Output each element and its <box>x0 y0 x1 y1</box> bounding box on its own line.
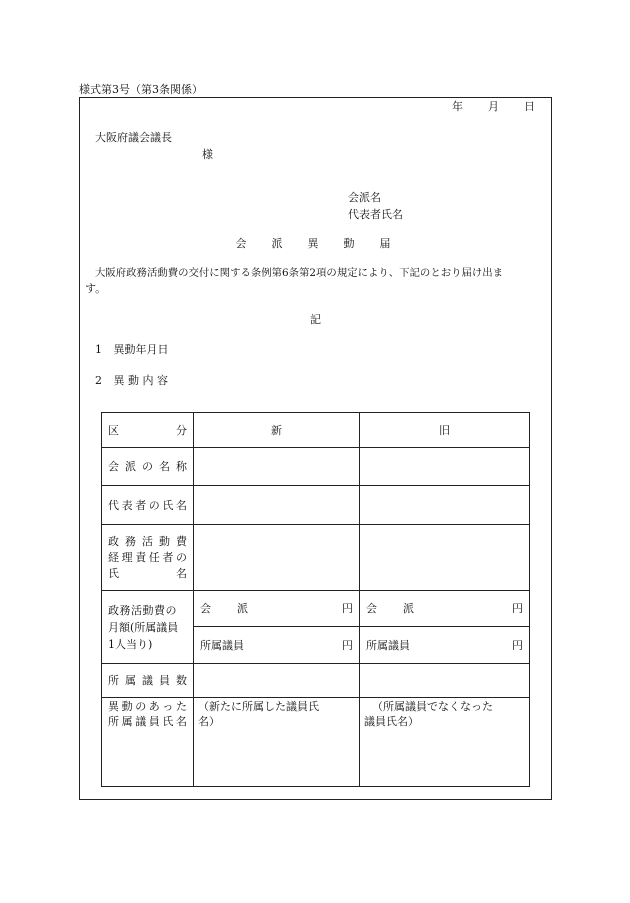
yen-unit: 円 <box>342 638 353 652</box>
old-members-note: （所属議員でなくなった <box>372 700 493 713</box>
kaiha-label <box>200 601 248 616</box>
monthly-member-old-cell[interactable] <box>360 627 530 664</box>
label-char: 名 <box>159 460 170 473</box>
monthly-party-old-cell[interactable] <box>360 591 530 627</box>
title-char: 異 <box>307 237 319 250</box>
label-char: 会 <box>200 602 211 615</box>
kaiha-label <box>366 601 414 616</box>
monthly-party-new-cell[interactable] <box>194 591 360 627</box>
party-name-new-cell[interactable] <box>194 448 360 486</box>
label-char: 理 <box>121 550 133 564</box>
label-char: 氏 <box>162 498 174 512</box>
table-header-row <box>102 413 530 448</box>
label-line: 月額(所属議員 <box>108 620 179 634</box>
document-title <box>223 235 403 251</box>
label-char: 表 <box>121 498 133 512</box>
rep-name-new-cell[interactable] <box>194 486 360 525</box>
label-char: 者 <box>162 550 174 564</box>
label-char: 員 <box>159 674 170 687</box>
old-members-cell[interactable] <box>360 698 530 787</box>
table-row <box>102 525 530 591</box>
label-char: 派 <box>403 602 414 615</box>
label-char: 属 <box>125 674 136 687</box>
label-char: 動 <box>159 534 170 548</box>
label-char: っ <box>162 700 174 713</box>
party-name-label: 会派名 <box>348 191 381 204</box>
table-row <box>102 664 530 698</box>
label-char: 会 <box>366 602 377 615</box>
label-char: 務 <box>125 534 136 548</box>
label-char: 称 <box>176 460 187 473</box>
yen-unit: 円 <box>512 638 523 652</box>
title-char: 会 <box>235 237 247 250</box>
date-day: 日 <box>524 100 535 113</box>
item-2 <box>95 372 168 388</box>
label-char: 名 <box>175 498 187 512</box>
new-members-note: 名） <box>198 715 220 728</box>
accountant-new-cell[interactable] <box>194 525 360 591</box>
ki-heading: 記 <box>310 313 321 326</box>
item-2-number: 2 <box>95 374 102 387</box>
label-char: 員 <box>148 715 160 728</box>
label-char: の <box>175 550 187 564</box>
label-char: あ <box>148 700 160 713</box>
label-line: 1人当り) <box>108 637 153 651</box>
body-line-1: 大阪府政務活動費の交付に関する条例第6条第2項の規定により、下記のとおり届け出ま <box>95 267 504 279</box>
change-table <box>101 412 530 787</box>
monthly-member-new-cell[interactable] <box>194 627 360 664</box>
title-char: 動 <box>343 237 355 250</box>
label-char: 議 <box>142 674 153 687</box>
row-label-accountant <box>102 525 194 591</box>
label-char: 動 <box>121 700 133 713</box>
member-label: 所属議員 <box>366 638 410 652</box>
label-char: 氏 <box>162 715 174 728</box>
label-line: 政務活動費の <box>108 603 177 617</box>
member-count-old-cell[interactable] <box>360 664 530 698</box>
member-count-new-cell[interactable] <box>194 664 360 698</box>
label-char: 代 <box>108 498 119 512</box>
label-char: の <box>142 460 153 473</box>
row-label-changed-members <box>102 698 194 787</box>
item-1 <box>95 341 169 357</box>
label-char: 責 <box>135 550 147 564</box>
date-year: 年 <box>452 100 463 113</box>
accountant-old-cell[interactable] <box>360 525 530 591</box>
old-members-note: 議員氏名） <box>364 715 419 728</box>
row-label-rep-name <box>102 486 194 525</box>
header-old: 旧 <box>360 413 530 448</box>
member-label: 所属議員 <box>200 638 244 652</box>
label-char: 費 <box>176 534 187 548</box>
label-char: の <box>135 700 147 713</box>
header-new: 新 <box>194 413 360 448</box>
label-char: 議 <box>135 715 147 728</box>
label-char: 派 <box>125 460 136 473</box>
representative-label: 代表者氏名 <box>348 208 403 221</box>
label-char: 会 <box>108 460 119 473</box>
header-category-a: 区 <box>108 423 119 437</box>
new-members-note: （新たに所属した議員氏 <box>198 700 319 713</box>
table-row <box>102 591 530 627</box>
new-members-cell[interactable] <box>194 698 360 787</box>
item-1-label: 異動年月日 <box>113 343 169 356</box>
rep-name-old-cell[interactable] <box>360 486 530 525</box>
label-char: の <box>148 498 160 512</box>
label-char: 氏 <box>108 566 119 580</box>
label-char: 数 <box>176 674 187 687</box>
header-category <box>102 413 194 448</box>
label-char: 名 <box>176 566 187 580</box>
item-1-number: 1 <box>95 343 102 356</box>
table-row <box>102 448 530 486</box>
title-char: 届 <box>379 237 391 250</box>
body-line-2: す。 <box>85 282 107 295</box>
table-row <box>102 698 530 787</box>
addressee: 大阪府議会議長 <box>95 131 172 144</box>
date-month: 月 <box>488 100 499 113</box>
yen-unit: 円 <box>512 602 523 615</box>
row-label-member-count <box>102 664 194 698</box>
label-char: た <box>175 700 187 713</box>
label-char: 経 <box>108 550 119 564</box>
header-category-b: 分 <box>176 423 187 437</box>
form-number: 様式第3号（第3条関係） <box>79 83 203 96</box>
label-char: 異 <box>108 700 119 713</box>
yen-unit: 円 <box>342 602 353 615</box>
label-char: 者 <box>135 498 147 512</box>
label-char: 名 <box>175 715 187 728</box>
party-name-old-cell[interactable] <box>360 448 530 486</box>
label-char: 任 <box>148 550 160 564</box>
table-row <box>102 486 530 525</box>
label-char: 所 <box>108 674 119 687</box>
label-char: 所 <box>108 715 119 728</box>
label-char: 政 <box>108 534 119 548</box>
label-char: 属 <box>121 715 133 728</box>
row-label-party-name <box>102 448 194 486</box>
row-label-monthly-amount <box>102 591 194 664</box>
title-char: 派 <box>271 237 283 250</box>
honorific: 様 <box>202 148 213 161</box>
item-2-label: 異 動 内 容 <box>113 374 168 387</box>
label-char: 派 <box>237 602 248 615</box>
label-char: 活 <box>142 534 153 548</box>
